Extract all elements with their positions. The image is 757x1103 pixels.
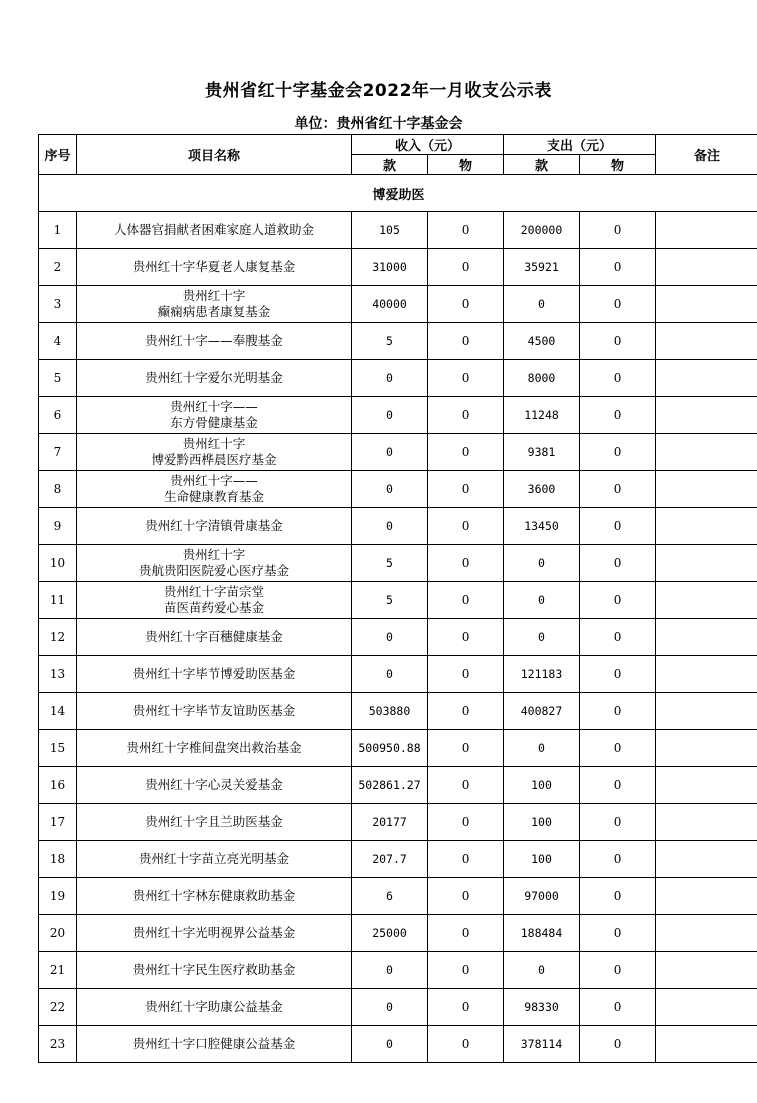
project-name [77,915,352,952]
income-goods: 0 [428,434,504,471]
income-goods: 0 [428,360,504,397]
section-title: 博爱助医 [39,175,757,212]
note-cell [656,360,757,397]
income-money: 6 [352,878,428,915]
project-name-line: 贵州红十字毕节博爱助医基金 [132,666,296,681]
project-name-line: 贵州红十字爱尔光明基金 [145,370,283,385]
income-goods: 0 [428,286,504,323]
header-expense-money: 款 [504,155,580,175]
expense-goods: 0 [580,397,656,434]
income-money: 0 [352,1026,428,1063]
header-expense-goods: 物 [580,155,656,175]
project-name-line: 贵州红十字清镇骨康基金 [145,518,283,533]
header-income-money: 款 [352,155,428,175]
note-cell [656,952,757,989]
project-name [77,212,352,249]
income-money: 5 [352,323,428,360]
project-name [77,989,352,1026]
expense-goods: 0 [580,508,656,545]
income-money: 25000 [352,915,428,952]
income-money: 0 [352,360,428,397]
income-money: 0 [352,471,428,508]
table-row [39,841,757,878]
header-income-goods: 物 [428,155,504,175]
income-goods: 0 [428,656,504,693]
income-money: 207.7 [352,841,428,878]
income-money: 0 [352,508,428,545]
expense-money: 8000 [504,360,580,397]
income-goods: 0 [428,397,504,434]
expense-goods: 0 [580,545,656,582]
expense-money: 0 [504,582,580,619]
row-number: 4 [39,323,77,360]
expense-goods: 0 [580,1026,656,1063]
project-name-line: 贵州红十字助康公益基金 [145,999,283,1014]
row-number: 12 [39,619,77,656]
header-income: 收入（元） [352,135,504,155]
row-number: 22 [39,989,77,1026]
expense-money: 100 [504,767,580,804]
table-row [39,693,757,730]
income-money: 0 [352,989,428,1026]
row-number: 15 [39,730,77,767]
table-row [39,545,757,582]
expense-goods: 0 [580,582,656,619]
expense-goods: 0 [580,656,656,693]
unit-label [0,113,757,133]
note-cell [656,545,757,582]
row-number: 17 [39,804,77,841]
expense-money: 0 [504,545,580,582]
expense-goods: 0 [580,693,656,730]
header-note: 备注 [656,135,757,175]
row-number: 18 [39,841,77,878]
table-row [39,508,757,545]
income-money: 0 [352,952,428,989]
expense-goods: 0 [580,952,656,989]
expense-goods: 0 [580,323,656,360]
project-name-line: 贵州红十字民生医疗救助基金 [132,962,296,977]
note-cell [656,878,757,915]
note-cell [656,693,757,730]
income-goods: 0 [428,804,504,841]
header-seq: 序号 [39,135,77,175]
project-name [77,286,352,323]
table-row [39,1026,757,1063]
project-name-line: 贵州红十字林东健康救助基金 [132,888,296,903]
page-title: 贵州省红十字基金会2022年一月收支公示表 [205,81,552,101]
project-name [77,841,352,878]
income-money: 40000 [352,286,428,323]
income-money: 5 [352,582,428,619]
expense-money: 100 [504,804,580,841]
expense-money: 378114 [504,1026,580,1063]
expense-money: 0 [504,730,580,767]
table-row [39,952,757,989]
note-cell [656,434,757,471]
row-number: 21 [39,952,77,989]
header-expense: 支出（元） [504,135,656,155]
row-number: 9 [39,508,77,545]
income-goods: 0 [428,915,504,952]
note-cell [656,841,757,878]
expense-money: 0 [504,952,580,989]
project-name [77,619,352,656]
row-number: 8 [39,471,77,508]
row-number: 16 [39,767,77,804]
project-name-line: 贵州红十字且兰助医基金 [145,814,283,829]
project-name-line: 癫痫病患者康复基金 [157,304,271,319]
project-name [77,249,352,286]
expense-goods: 0 [580,841,656,878]
table-row [39,915,757,952]
project-name [77,1026,352,1063]
note-cell [656,582,757,619]
expense-money: 98330 [504,989,580,1026]
project-name-line: 贵航贵阳医院爱心医疗基金 [138,563,289,578]
project-name-line: 贵州红十字光明视界公益基金 [132,925,296,940]
note-cell [656,989,757,1026]
table-row [39,286,757,323]
income-money: 0 [352,619,428,656]
note-cell [656,397,757,434]
expense-money: 0 [504,286,580,323]
project-name-line: 贵州红十字—— [170,473,258,488]
project-name-line: 苗医苗药爱心基金 [163,600,264,615]
note-cell [656,1026,757,1063]
project-name-line: 贵州红十字苗宗堂 [163,584,264,599]
table-row [39,323,757,360]
expense-money: 200000 [504,212,580,249]
row-number: 3 [39,286,77,323]
note-cell [656,915,757,952]
project-name [77,508,352,545]
note-cell [656,804,757,841]
project-name-line: 贵州红十字——奉膄基金 [145,333,283,348]
income-goods: 0 [428,841,504,878]
expense-goods: 0 [580,360,656,397]
note-cell [656,286,757,323]
expense-goods: 0 [580,471,656,508]
project-name [77,693,352,730]
expense-goods: 0 [580,804,656,841]
income-goods: 0 [428,619,504,656]
table-row [39,619,757,656]
expense-money: 11248 [504,397,580,434]
row-number: 5 [39,360,77,397]
project-name [77,434,352,471]
project-name-line: 贵州红十字心灵关爱基金 [145,777,283,792]
project-name [77,545,352,582]
project-name-line: 生命健康教育基金 [163,489,264,504]
table-row [39,767,757,804]
expense-goods: 0 [580,915,656,952]
project-name [77,952,352,989]
note-cell [656,249,757,286]
income-goods: 0 [428,508,504,545]
project-name [77,656,352,693]
project-name [77,878,352,915]
unit-text: 单位：贵州省红十字基金会 [294,116,463,132]
table-row [39,434,757,471]
table-row [39,397,757,434]
expense-goods: 0 [580,989,656,1026]
income-money: 0 [352,656,428,693]
table-row [39,804,757,841]
table-row [39,360,757,397]
note-cell [656,508,757,545]
expense-goods: 0 [580,286,656,323]
row-number: 7 [39,434,77,471]
row-number: 11 [39,582,77,619]
income-money: 5 [352,545,428,582]
project-name-line: 贵州红十字苗立亮光明基金 [138,851,289,866]
expense-money: 97000 [504,878,580,915]
project-name [77,582,352,619]
income-money: 105 [352,212,428,249]
project-name-line: 贵州红十字 [182,547,246,562]
income-goods: 0 [428,249,504,286]
expense-money: 400827 [504,693,580,730]
income-money: 31000 [352,249,428,286]
note-cell [656,767,757,804]
project-name-line: 博爱黔西桦晨医疗基金 [151,452,277,467]
project-name [77,323,352,360]
income-goods: 0 [428,1026,504,1063]
expense-money: 35921 [504,249,580,286]
note-cell [656,656,757,693]
table-row [39,582,757,619]
income-goods: 0 [428,471,504,508]
income-goods: 0 [428,730,504,767]
note-cell [656,730,757,767]
row-number: 2 [39,249,77,286]
income-expense-table [38,134,757,1063]
expense-money: 0 [504,619,580,656]
income-money: 0 [352,434,428,471]
header-row-1 [39,135,757,155]
section-row [39,175,757,212]
income-money: 502861.27 [352,767,428,804]
project-name-line: 东方骨健康基金 [170,415,258,430]
project-name [77,804,352,841]
table-row [39,656,757,693]
income-money: 503880 [352,693,428,730]
expense-money: 3600 [504,471,580,508]
project-name-line: 贵州红十字口腔健康公益基金 [132,1036,296,1051]
project-name-line: 贵州红十字 [182,436,246,451]
table-row [39,249,757,286]
income-goods: 0 [428,878,504,915]
project-name [77,397,352,434]
project-name [77,360,352,397]
income-goods: 0 [428,989,504,1026]
income-goods: 0 [428,767,504,804]
income-goods: 0 [428,545,504,582]
income-money: 500950.88 [352,730,428,767]
project-name-line: 人体器官捐献者困难家庭人道救助金 [113,222,314,237]
expense-money: 9381 [504,434,580,471]
project-name-line: 贵州红十字椎间盘突出救治基金 [126,740,302,755]
note-cell [656,471,757,508]
row-number: 19 [39,878,77,915]
table-row [39,212,757,249]
project-name [77,471,352,508]
project-name-line: 贵州红十字华夏老人康复基金 [132,259,296,274]
income-goods: 0 [428,212,504,249]
expense-money: 4500 [504,323,580,360]
table-row [39,471,757,508]
table-row [39,989,757,1026]
expense-money: 188484 [504,915,580,952]
project-name-line: 贵州红十字百穗健康基金 [145,629,283,644]
income-money: 20177 [352,804,428,841]
row-number: 14 [39,693,77,730]
expense-goods: 0 [580,249,656,286]
expense-money: 100 [504,841,580,878]
row-number: 10 [39,545,77,582]
expense-goods: 0 [580,212,656,249]
note-cell [656,212,757,249]
income-goods: 0 [428,323,504,360]
project-name-line: 贵州红十字—— [170,399,258,414]
expense-goods: 0 [580,878,656,915]
expense-goods: 0 [580,730,656,767]
project-name-line: 贵州红十字 [182,288,246,303]
income-goods: 0 [428,582,504,619]
table-row [39,730,757,767]
row-number: 1 [39,212,77,249]
project-name-line: 贵州红十字毕节友谊助医基金 [132,703,296,718]
expense-goods: 0 [580,434,656,471]
project-name [77,767,352,804]
expense-money: 13450 [504,508,580,545]
project-name [77,730,352,767]
note-cell [656,619,757,656]
note-cell [656,323,757,360]
row-number: 23 [39,1026,77,1063]
row-number: 20 [39,915,77,952]
income-goods: 0 [428,693,504,730]
header-name: 项目名称 [77,135,352,175]
table-row [39,878,757,915]
expense-goods: 0 [580,767,656,804]
row-number: 6 [39,397,77,434]
row-number: 13 [39,656,77,693]
expense-goods: 0 [580,619,656,656]
income-money: 0 [352,397,428,434]
expense-money: 121183 [504,656,580,693]
income-goods: 0 [428,952,504,989]
